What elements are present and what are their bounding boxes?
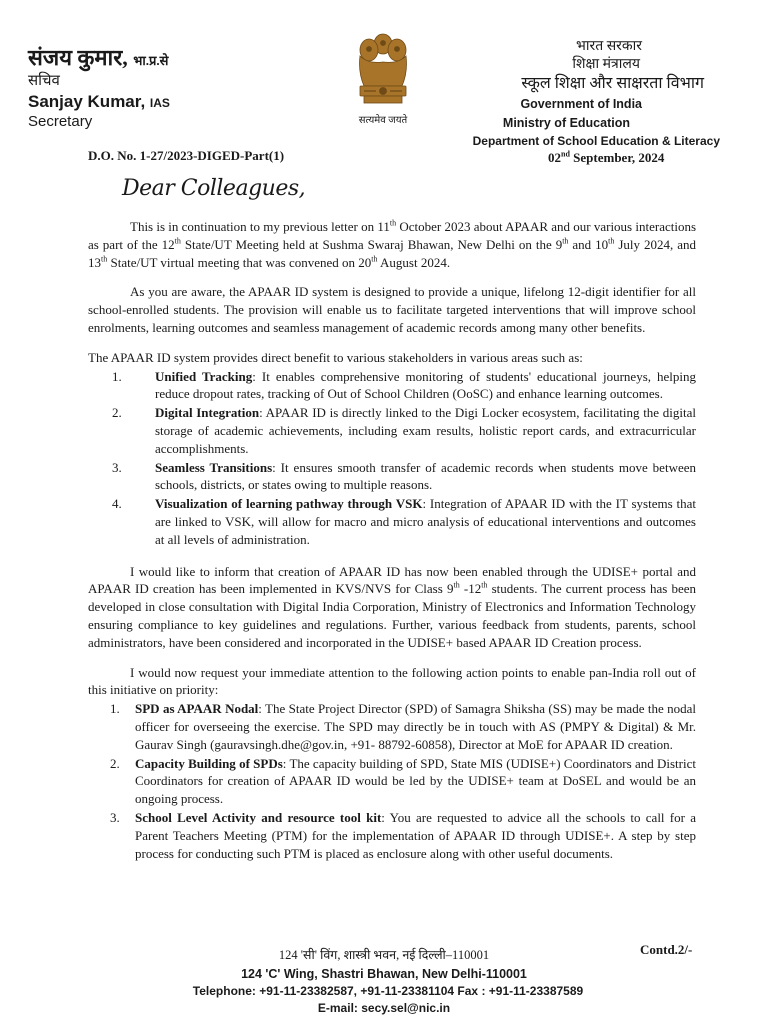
footer-address-hindi: 124 'सी' विंग, शास्त्री भवन, नई दिल्ली–110001	[278, 948, 490, 962]
sender-degree-hindi: भा.प्र.से	[133, 53, 169, 68]
action-points-list	[88, 700, 696, 862]
dept-hindi-line-1: भारत सरकार	[576, 39, 642, 54]
sender-degree: IAS	[149, 96, 170, 110]
sender-name-hindi: संजय कुमार, भा.प्र.से	[28, 45, 169, 70]
list-item: 2. Digital Integration: APAAR ID is directly linked to the Digi Locker ecosystem, facilitating the digital storage of academic achievements, including exam results, holistic report cards, and extracurricular accomplishments.	[112, 405, 696, 456]
footer-email: E-mail: secy.sel@nic.in	[317, 1001, 451, 1015]
footer-telephone: Telephone: +91-11-23382587, +91-11-23381104 Fax : +91-11-23387589	[192, 984, 584, 998]
sender-title: Secretary	[28, 113, 93, 130]
letter-date: 02nd September, 2024	[548, 149, 665, 165]
paragraph-4: I would like to inform that creation of APAAR ID has now been enabled through the UDISE+ portal and APAAR ID creation has been implemented in KVS/NVS for Class 9th -12th students. The current process has been developed in close consultation with Digital India Corporation, Ministry of Electronics and Information Technology ensuring compliance to key guidelines and regulations. Further, various feedback from students, parents, school administrators, have been considered and incorporated in the UDISE+ based APAAR ID Creation process.	[88, 563, 696, 650]
list-item: 3. School Level Activity and resource tool kit: You are requested to advice all the schools to call for a Parent Teachers Meeting (PTM) for the implementation of APAAR ID through UDISE+. A step by step process for conducting such PTM is placed as enclosure along with other useful documents.	[110, 809, 696, 861]
dept-line-3: Department of School Education & Literacy	[472, 134, 720, 148]
list-item: 1. SPD as APAAR Nodal: The State Project Director (SPD) of Samagra Shiksha (SS) may be made the nodal officer for overseeing the exercise. The SPD may directly be in touch with AS (PMPY & Digital) & Mr. Gaurav Singh (gauravsingh.dhe@gov.in, +91- 88792-60858), Director at MoE for APAAR ID creation.	[110, 701, 696, 752]
salutation-handwritten: Dear Colleagues,	[122, 176, 306, 201]
dept-line-1: Government of India	[520, 97, 642, 111]
list-item: 2. Capacity Building of SPDs: The capacity building of SPD, State MIS (UDISE+) Coordinators and District Coordinators for creation of APAAR ID would be led by the UDISE+ team at DoSEL and would be an ongoing process.	[110, 755, 696, 807]
paragraph-3: The APAAR ID system provides direct benefit to various stakeholders in various areas such as:	[88, 349, 583, 365]
dept-hindi-line-3: स्कूल शिक्षा और साक्षरता विभाग	[521, 75, 704, 92]
letterhead-footer	[0, 946, 768, 1015]
dept-line-2: Ministry of Education	[502, 115, 630, 130]
footer-address: 124 'C' Wing, Shastri Bhawan, New Delhi-110001	[241, 967, 527, 981]
benefits-list	[88, 368, 696, 549]
list-item: 1. Unified Tracking: It enables comprehensive monitoring of students' educational journeys, helping reduce dropout rates, tracking of Out of School Children (OoSC) and enhance learning outcomes.	[112, 368, 696, 402]
list-item: 4. Visualization of learning pathway through VSK: Integration of APAAR ID with the IT systems that are linked to VSK, will allow for macro and micro analysis of educational interventions and outcomes at all levels of administration.	[112, 496, 696, 547]
list-item: 3. Seamless Transitions: It ensures smooth transfer of academic records when students move between schools, districts, or states owing to multiple reasons.	[112, 459, 696, 493]
sender-name: Sanjay Kumar, IAS	[28, 92, 170, 111]
do-number: D.O. No. 1-27/2023-DIGED-Part(1)	[88, 148, 285, 163]
paragraph-2: As you are aware, the APAAR ID system is designed to provide a unique, lifelong 12-digit identifier for all school-enrolled students. The provision will enable us to facilitate targeted interventions that will improve school enrolments, learning outcomes and seamless management of academic records among many other benefits.	[88, 284, 696, 335]
department-letterhead	[452, 39, 720, 148]
continued-note: Contd.2/-	[640, 942, 693, 957]
sender-title-hindi: सचिव	[28, 73, 60, 89]
paragraph-1: This is in continuation to my previous letter on 11th October 2023 about APAAR and our various interactions as part of the 12th State/UT Meeting held at Sushma Swaraj Bhawan, New Delhi on the 9th and 10th July 2024, and 13th State/UT virtual meeting that was convened on 20th August 2024.	[88, 218, 697, 270]
emblem-motto: सत्यमेव जयते	[358, 115, 408, 126]
dept-hindi-line-2: शिक्षा मंत्रालय	[572, 57, 640, 72]
paragraph-5: I would now request your immediate attention to the following action points to enable pan-India roll out of this initiative on priority:	[88, 664, 696, 698]
letter-body	[88, 218, 696, 863]
